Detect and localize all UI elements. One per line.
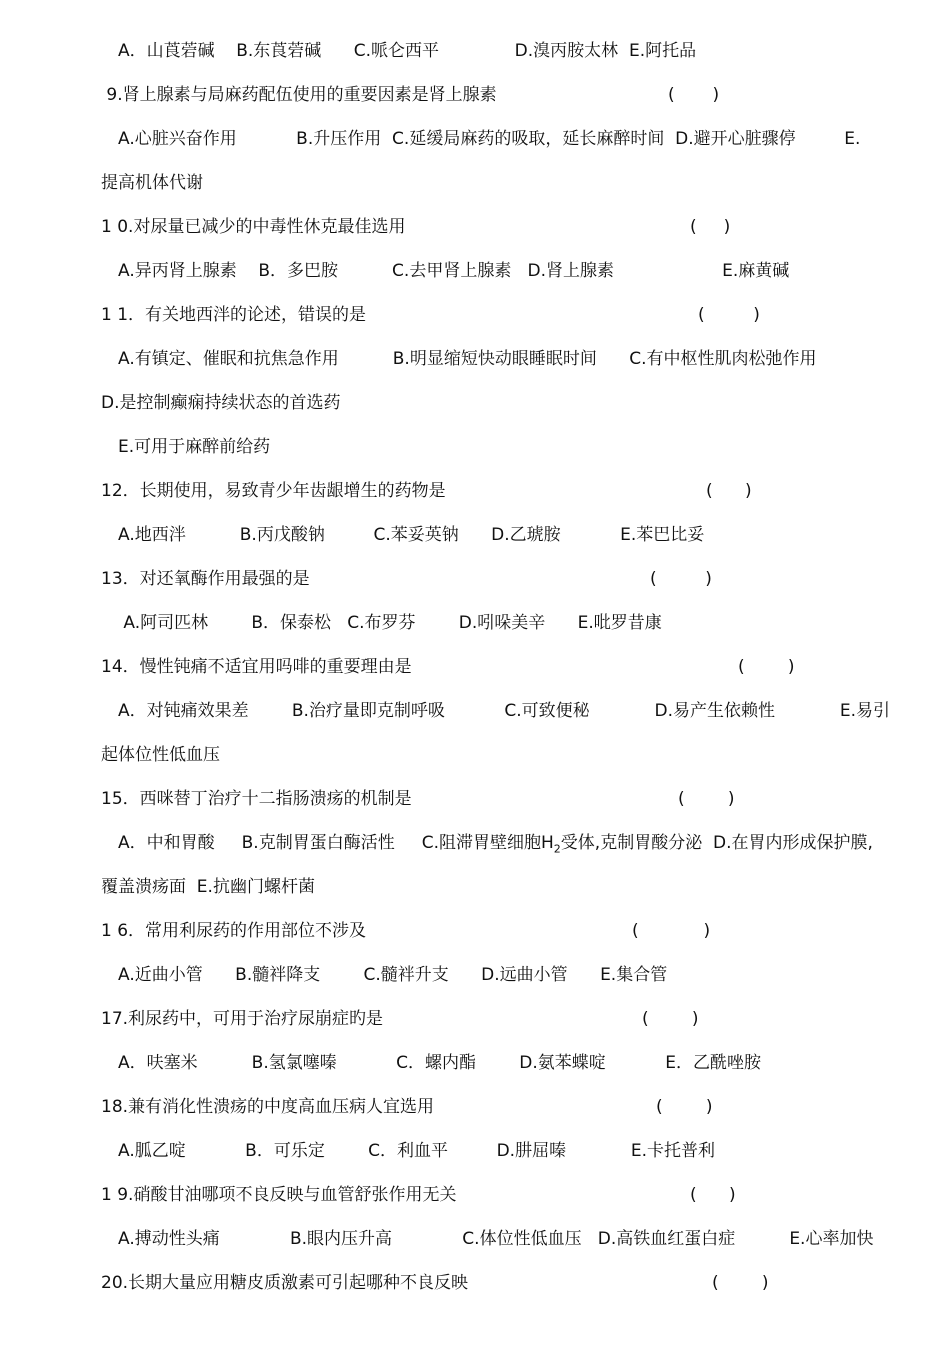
option-line: A.异丙肾上腺素 B．多巴胺 C.去甲肾上腺素 D.肾上腺素 E.麻黄碱 xyxy=(118,261,790,281)
answer-blank: ( ) xyxy=(668,85,720,105)
option-line: A.心脏兴奋作用 B.升压作用 C.延缓局麻药的吸取，延长麻醉时间 D.避开心脏骤停 E. xyxy=(118,129,861,149)
option-line: A．山莨菪碱 B.东莨菪碱 C.哌仑西平 D.溴丙胺太林 E.阿托品 xyxy=(118,41,697,61)
answer-blank: ( ) xyxy=(656,1097,713,1117)
option-line: A.近曲小管 B.髓袢降支 C.髓袢升支 D.远曲小管 E.集合管 xyxy=(118,965,668,985)
question-line: 9.肾上腺素与局麻药配伍使用的重要因素是肾上腺素 xyxy=(101,85,497,105)
option-line: A.搏动性头痛 B.眼内压升高 C.体位性低血压 D.高铁血红蛋白症 E.心率加快 xyxy=(118,1229,874,1249)
answer-blank: ( ) xyxy=(678,789,735,809)
option-line xyxy=(118,832,873,860)
answer-blank: ( ) xyxy=(690,217,731,237)
option-text-tail: 受体,克制胃酸分泌 D.在胃内形成保护膜, xyxy=(560,833,873,853)
answer-blank: ( ) xyxy=(650,569,712,589)
continuation-line: D.是控制癫痫持续状态的首选药 xyxy=(101,393,341,413)
option-text: A．中和胃酸 B.克制胃蛋白酶活性 C.阻滞胃壁细胞H xyxy=(118,833,554,853)
subscript: 2 xyxy=(553,842,561,856)
answer-blank: ( ) xyxy=(690,1185,736,1205)
option-line: A．对钝痛效果差 B.治疗量即克制呼吸 C.可致便秘 D.易产生依赖性 E.易引 xyxy=(118,701,890,721)
answer-blank: ( ) xyxy=(738,657,795,677)
answer-blank: ( ) xyxy=(632,921,711,941)
question-line: 13．对还氧酶作用最强的是 xyxy=(101,569,310,589)
question-line: 12．长期使用，易致青少年齿龈增生的药物是 xyxy=(101,481,446,501)
question-line: 17.利尿药中，可用于治疗尿崩症旳是 xyxy=(101,1009,384,1029)
question-line: 20.长期大量应用糖皮质激素可引起哪种不良反映 xyxy=(101,1273,469,1293)
continuation-line: 起体位性低血压 xyxy=(101,745,220,765)
question-line: 18.兼有消化性溃疡的中度高血压病人宜选用 xyxy=(101,1097,435,1117)
answer-blank: ( ) xyxy=(706,481,752,501)
option-line: E.可用于麻醉前给药 xyxy=(118,437,271,457)
option-line: A.地西泮 B.丙戊酸钠 C.苯妥英钠 D.乙琥胺 E.苯巴比妥 xyxy=(118,525,705,545)
question-line: 1 0.对尿量已减少的中毒性休克最佳选用 xyxy=(101,217,406,237)
option-line: A．呋塞米 B.氢氯噻嗪 C．螺内酯 D.氨苯蝶啶 E．乙酰唑胺 xyxy=(118,1053,761,1073)
answer-blank: ( ) xyxy=(698,305,760,325)
question-line: 1 6．常用利尿药的作用部位不涉及 xyxy=(101,921,367,941)
continuation-line: 提高机体代谢 xyxy=(101,173,203,193)
question-line: 1 1．有关地西泮的论述，错误的是 xyxy=(101,305,367,325)
answer-blank: ( ) xyxy=(642,1009,699,1029)
option-line: A.有镇定、催眠和抗焦急作用 B.明显缩短快动眼睡眠时间 C.有中枢性肌肉松弛作用 xyxy=(118,349,817,369)
question-line: 1 9.硝酸甘油哪项不良反映与血管舒张作用无关 xyxy=(101,1185,457,1205)
option-line: A.胍乙啶 B．可乐定 C．利血平 D.肼屈嗪 E.卡托普利 xyxy=(118,1141,716,1161)
continuation-line: 覆盖溃疡面 E.抗幽门螺杆菌 xyxy=(101,877,315,897)
answer-blank: ( ) xyxy=(712,1273,769,1293)
option-line: A.阿司匹林 B．保泰松 C.布罗芬 D.吲哚美辛 E.吡罗昔康 xyxy=(118,613,662,633)
question-line: 14．慢性钝痛不适宜用吗啡的重要理由是 xyxy=(101,657,412,677)
question-line: 15．西咪替丁治疗十二指肠溃疡的机制是 xyxy=(101,789,412,809)
